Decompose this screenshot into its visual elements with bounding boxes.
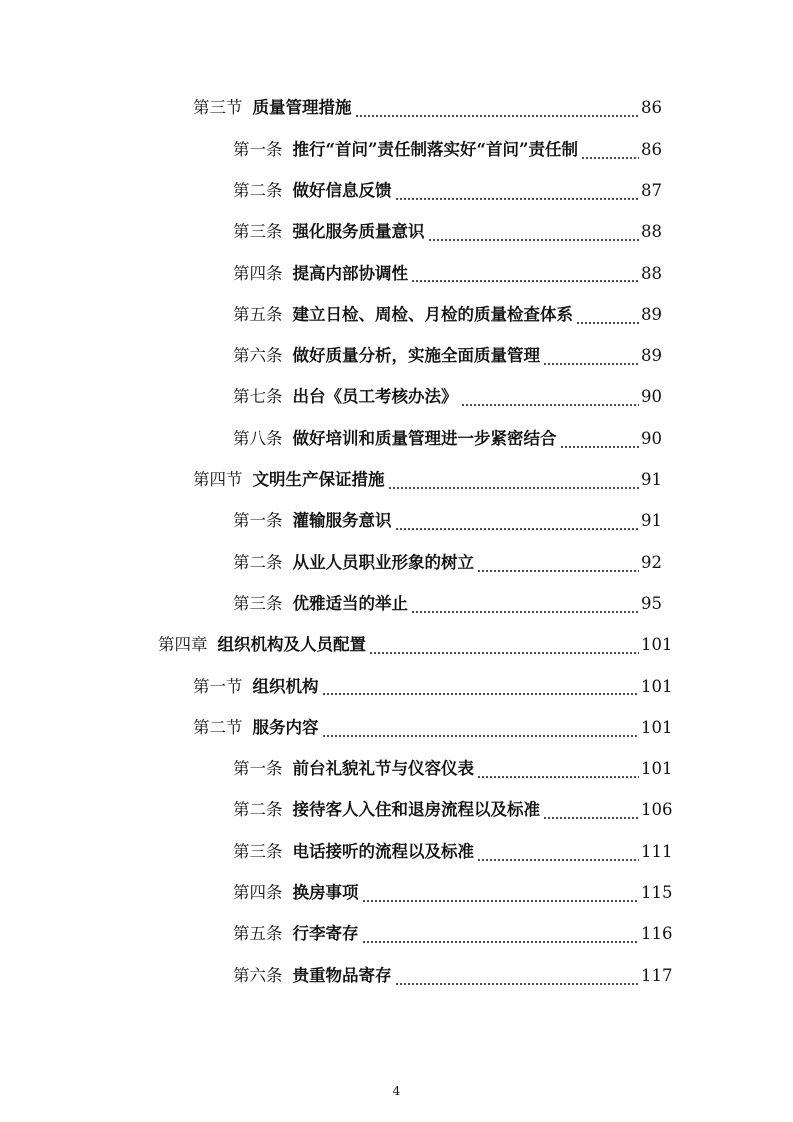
toc-entry[interactable] <box>0 418 793 459</box>
toc-entry-page: 116 <box>641 924 673 944</box>
dot-leader <box>395 528 640 530</box>
dot-leader <box>362 941 640 943</box>
toc-entry[interactable] <box>0 377 793 418</box>
toc-entry[interactable] <box>0 666 793 707</box>
toc-entry-number: 第四章 <box>158 635 208 655</box>
toc-entry-number: 第三条 <box>233 222 283 242</box>
dot-leader <box>543 363 639 365</box>
dot-leader <box>322 735 640 737</box>
toc-entry-number: 第二条 <box>233 180 283 200</box>
toc-entry-page: 91 <box>641 470 662 490</box>
toc-entry-number: 第三条 <box>233 593 283 613</box>
toc-entry[interactable] <box>0 584 793 625</box>
toc-entry[interactable] <box>0 873 793 914</box>
toc-entry-title: 服务内容 <box>252 717 319 737</box>
toc-entry-number: 第一条 <box>233 511 283 531</box>
toc-entry-number: 第一节 <box>193 676 243 696</box>
toc-entry-page: 86 <box>641 98 662 118</box>
toc-entry[interactable] <box>0 336 793 377</box>
toc-entry-page: 91 <box>641 511 662 531</box>
toc-entry-page: 95 <box>641 593 662 613</box>
toc-entry-page: 88 <box>641 222 662 242</box>
toc-entry-number: 第二条 <box>233 800 283 820</box>
toc-entry-number: 第二节 <box>193 717 243 737</box>
toc-entry-title: 接待客人入住和退房流程以及标准 <box>292 800 540 820</box>
toc-entry-number: 第一条 <box>233 759 283 779</box>
toc-entry[interactable] <box>0 129 793 170</box>
toc-entry[interactable] <box>0 542 793 583</box>
toc-entry-page: 90 <box>641 387 662 407</box>
dot-leader <box>428 239 640 241</box>
toc-entry[interactable] <box>0 914 793 955</box>
dot-leader <box>388 487 640 489</box>
toc-entry-number: 第四条 <box>233 883 283 903</box>
dot-leader <box>477 859 639 861</box>
toc-entry[interactable] <box>0 955 793 996</box>
dot-leader <box>461 404 640 406</box>
toc-entry[interactable] <box>0 88 793 129</box>
toc-entry-number: 第三条 <box>233 841 283 861</box>
table-of-contents <box>0 88 793 997</box>
toc-entry-title: 提高内部协调性 <box>292 263 408 283</box>
dot-leader <box>411 611 639 613</box>
toc-entry-page: 86 <box>641 139 662 159</box>
dot-leader <box>477 776 639 778</box>
toc-entry-title: 从业人员职业形象的树立 <box>292 552 474 572</box>
toc-entry-title: 行李寄存 <box>292 924 359 944</box>
page-number: 4 <box>392 1084 401 1098</box>
toc-entry-number: 第七条 <box>233 387 283 407</box>
toc-entry-title: 做好质量分析，实施全面质量管理 <box>292 346 540 366</box>
toc-entry-title: 出台《员工考核办法》 <box>292 387 458 407</box>
toc-entry[interactable] <box>0 790 793 831</box>
dot-leader <box>362 900 640 902</box>
toc-entry-number: 第五条 <box>233 924 283 944</box>
toc-entry-number: 第一条 <box>233 139 283 159</box>
toc-entry-page: 90 <box>641 428 662 448</box>
toc-entry-page: 101 <box>641 717 673 737</box>
toc-entry-title: 前台礼貌礼节与仪容仪表 <box>292 759 474 779</box>
toc-entry-title: 质量管理措施 <box>252 98 352 118</box>
toc-entry-title: 做好信息反馈 <box>292 180 392 200</box>
toc-entry-number: 第六条 <box>233 965 283 985</box>
toc-entry-title: 组织机构及人员配置 <box>217 635 366 655</box>
toc-entry[interactable] <box>0 171 793 212</box>
dot-leader <box>581 157 639 159</box>
toc-entry-title: 文明生产保证措施 <box>252 470 385 490</box>
toc-entry[interactable] <box>0 501 793 542</box>
toc-entry[interactable] <box>0 749 793 790</box>
toc-entry-title: 电话接听的流程以及标准 <box>292 841 474 861</box>
toc-entry-number: 第二条 <box>233 552 283 572</box>
toc-entry-number: 第五条 <box>233 304 283 324</box>
toc-entry-page: 101 <box>641 635 673 655</box>
toc-entry-page: 101 <box>641 759 673 779</box>
toc-entry-page: 87 <box>641 180 662 200</box>
toc-entry-title: 做好培训和质量管理进一步紧密结合 <box>292 428 557 448</box>
toc-entry-title: 强化服务质量意识 <box>292 222 425 242</box>
dot-leader <box>355 115 640 117</box>
dot-leader <box>543 817 639 819</box>
toc-entry-title: 换房事项 <box>292 883 359 903</box>
dot-leader <box>322 693 640 695</box>
toc-entry-page: 101 <box>641 676 673 696</box>
dot-leader <box>369 652 639 654</box>
toc-entry[interactable] <box>0 460 793 501</box>
toc-entry-number: 第四条 <box>233 263 283 283</box>
toc-entry[interactable] <box>0 212 793 253</box>
dot-leader <box>395 983 640 985</box>
toc-entry[interactable] <box>0 831 793 872</box>
toc-entry-title: 建立日检、周检、月检的质量检查体系 <box>292 304 573 324</box>
toc-entry[interactable] <box>0 294 793 335</box>
dot-leader <box>576 322 639 324</box>
dot-leader <box>477 570 639 572</box>
toc-entry-number: 第六条 <box>233 346 283 366</box>
toc-entry[interactable] <box>0 625 793 666</box>
toc-entry-title: 贵重物品寄存 <box>292 965 392 985</box>
dot-leader <box>560 446 640 448</box>
toc-entry-number: 第三节 <box>193 98 243 118</box>
toc-entry-number: 第四节 <box>193 470 243 490</box>
toc-entry-title: 推行“首问”责任制落实好“首问”责任制 <box>292 139 578 159</box>
toc-entry-page: 92 <box>641 552 662 572</box>
toc-entry-title: 优雅适当的举止 <box>292 593 408 613</box>
toc-entry-page: 111 <box>641 841 673 861</box>
toc-entry-title: 组织机构 <box>252 676 319 696</box>
toc-entry-page: 117 <box>641 965 673 985</box>
toc-entry-page: 89 <box>641 304 662 324</box>
toc-entry-page: 106 <box>641 800 673 820</box>
toc-entry[interactable] <box>0 707 793 748</box>
dot-leader <box>395 198 640 200</box>
toc-entry-number: 第八条 <box>233 428 283 448</box>
toc-entry-page: 89 <box>641 346 662 366</box>
toc-entry-page: 88 <box>641 263 662 283</box>
toc-entry-page: 115 <box>641 883 673 903</box>
dot-leader <box>411 280 639 282</box>
toc-entry[interactable] <box>0 253 793 294</box>
toc-entry-title: 灌输服务意识 <box>292 511 392 531</box>
